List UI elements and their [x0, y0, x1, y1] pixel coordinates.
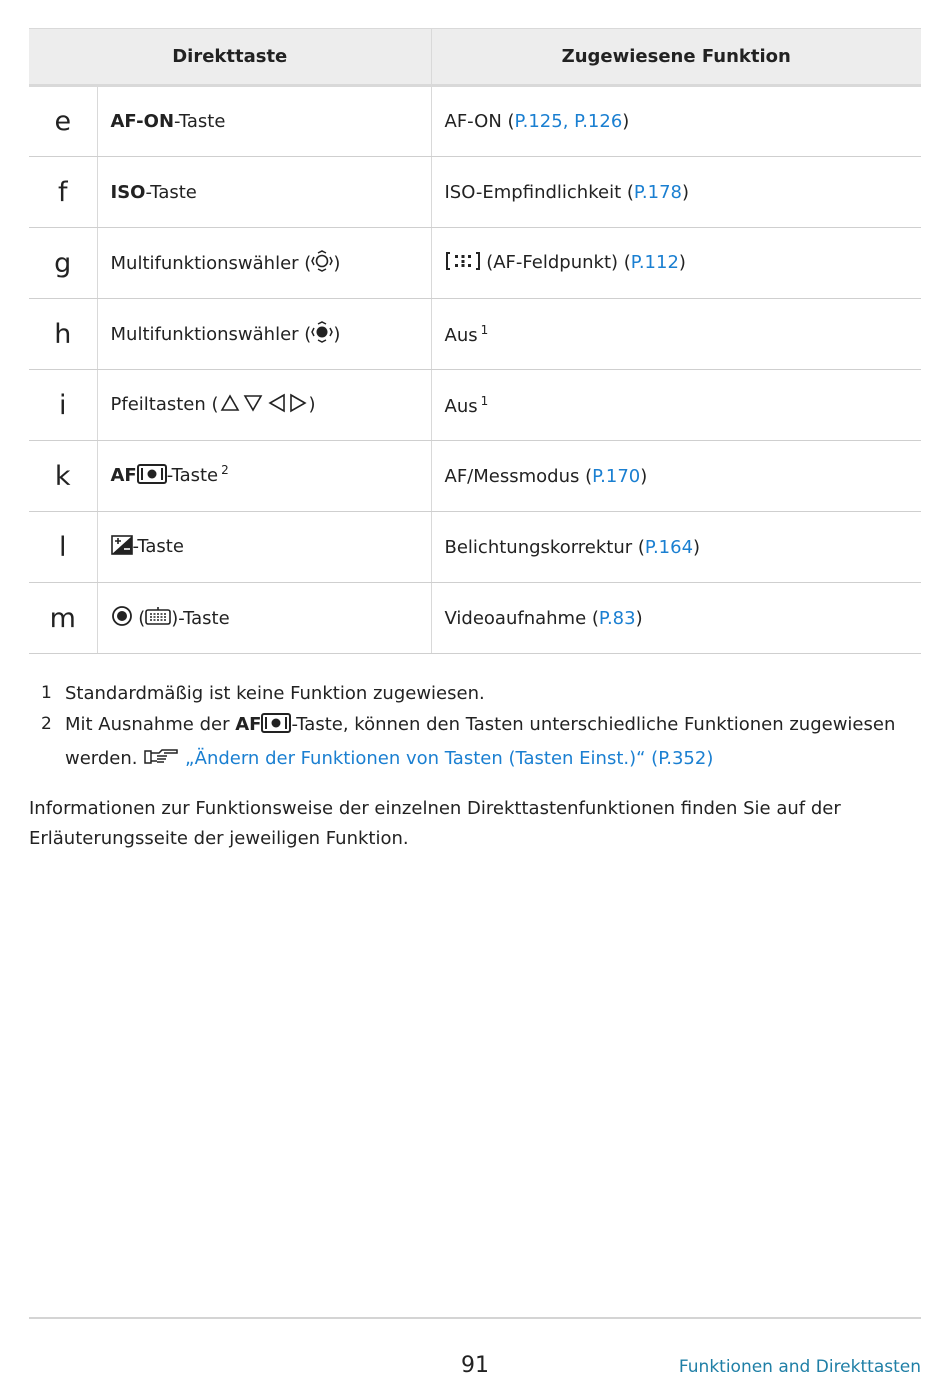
function-end: ): [622, 111, 630, 132]
table-row: [29, 228, 921, 299]
function-cell: [431, 86, 921, 157]
footnote-ref: 2: [221, 463, 229, 477]
footnote-ref: 1: [480, 393, 489, 408]
key-text: Multifunktionswähler (: [110, 252, 312, 274]
function-end: ): [678, 251, 686, 273]
key-cell: [97, 583, 431, 654]
function-end: ): [693, 536, 701, 558]
key-end: ): [308, 393, 316, 415]
key-bold: ISO: [110, 181, 146, 203]
function-text: Videoaufnahme (: [444, 607, 599, 629]
metering-icon: [261, 712, 291, 743]
key-text: -Taste: [174, 111, 226, 132]
page-link[interactable]: P.83: [598, 607, 636, 629]
footnote-bold: AF: [235, 714, 262, 735]
reference-hand-icon: [143, 746, 179, 777]
function-text: Aus: [444, 324, 478, 346]
key-cell: [97, 299, 431, 370]
key-text: Pfeiltasten (: [110, 393, 219, 415]
key-cell: [97, 441, 431, 512]
row-letter: f: [29, 157, 97, 228]
header-assigned-function: Zugewiesene Funktion: [431, 29, 921, 86]
table-row: [29, 299, 921, 370]
footnote-number: 1: [41, 683, 52, 703]
multi-selector-icon: [311, 250, 333, 277]
record-icon: [111, 605, 133, 632]
function-cell: [431, 441, 921, 512]
keyboard-icon: [145, 607, 171, 632]
page-link[interactable]: P.126: [574, 111, 623, 132]
function-text: ISO-Empfindlichkeit (: [444, 181, 634, 203]
table-header-row: [29, 29, 921, 86]
table-row: [29, 583, 921, 654]
key-text: -Taste: [145, 181, 197, 203]
table-row: [29, 441, 921, 512]
key-bold: AF-ON: [110, 111, 175, 132]
page-link[interactable]: P.125: [514, 111, 563, 132]
table-row: [29, 157, 921, 228]
function-cell: [431, 583, 921, 654]
footnote-text: Mit Ausnahme der: [65, 714, 236, 735]
function-end: ): [640, 465, 648, 487]
multi-selector-press-icon: [311, 321, 333, 348]
function-text: (AF-Feldpunkt) (: [480, 251, 631, 273]
row-letter: l: [29, 512, 97, 583]
info-paragraph: Informationen zur Funktionsweise der einzelnen Direkttastenfunktionen finden Sie auf der Erläuterungsseite der jeweiligen Funktion.: [29, 798, 841, 849]
footnote: [29, 678, 921, 709]
footer-divider: [29, 1317, 921, 1319]
row-letter: i: [29, 370, 97, 441]
row-letter: e: [29, 86, 97, 157]
section-title[interactable]: Funktionen and Direkttasten: [678, 1357, 921, 1377]
function-end: ): [682, 181, 690, 203]
row-letter: g: [29, 228, 97, 299]
reference-link[interactable]: „Ändern der Funktionen von Tasten (Tasten Einst.)“ (P.352): [184, 748, 714, 769]
function-text: AF/Messmodus (: [444, 465, 593, 487]
key-text: (: [132, 607, 146, 629]
function-cell: [431, 228, 921, 299]
footnote: [29, 709, 921, 777]
page-number: 91: [461, 1353, 489, 1378]
footnote-text: -Taste, können den Tasten unterschiedliche Funktionen zugewiesen werden.: [65, 714, 896, 769]
function-text: Aus: [444, 395, 478, 417]
page-link[interactable]: P.178: [633, 181, 683, 203]
key-end: )-Taste: [171, 607, 230, 629]
key-cell: [97, 512, 431, 583]
key-end: ): [333, 323, 341, 345]
function-cell: [431, 370, 921, 441]
key-cell: [97, 157, 431, 228]
function-table: [29, 28, 921, 654]
af-target-icon: [445, 251, 481, 276]
metering-icon: [137, 464, 167, 489]
page-link[interactable]: P.164: [644, 536, 694, 558]
function-text: AF-ON (: [444, 111, 515, 132]
table-row: [29, 86, 921, 157]
key-cell: [97, 370, 431, 441]
function-cell: [431, 299, 921, 370]
key-text: -Taste: [132, 535, 184, 557]
footnote-number: 2: [41, 714, 52, 734]
link-separator: ,: [562, 111, 575, 132]
key-bold: AF: [110, 465, 137, 486]
key-end: ): [333, 252, 341, 274]
header-direct-key: Direkttaste: [29, 29, 431, 86]
arrow-keys-icon: [219, 393, 309, 418]
exposure-comp-icon: [111, 535, 133, 560]
function-end: ): [635, 607, 643, 629]
footnote-text: Standardmäßig ist keine Funktion zugewiesen.: [65, 683, 485, 704]
footnotes: [29, 678, 921, 777]
footnote-ref: 1: [480, 322, 489, 337]
key-text: Multifunktionswähler (: [110, 323, 312, 345]
row-letter: m: [29, 583, 97, 654]
table-row: [29, 370, 921, 441]
function-cell: [431, 512, 921, 583]
function-text: Belichtungskorrektur (: [444, 536, 645, 558]
row-letter: h: [29, 299, 97, 370]
function-cell: [431, 157, 921, 228]
key-text: -Taste: [166, 465, 219, 486]
page-link[interactable]: P.170: [592, 465, 641, 487]
table-row: [29, 512, 921, 583]
key-cell: [97, 86, 431, 157]
page-link[interactable]: P.112: [630, 251, 679, 273]
key-cell: [97, 228, 431, 299]
row-letter: k: [29, 441, 97, 512]
